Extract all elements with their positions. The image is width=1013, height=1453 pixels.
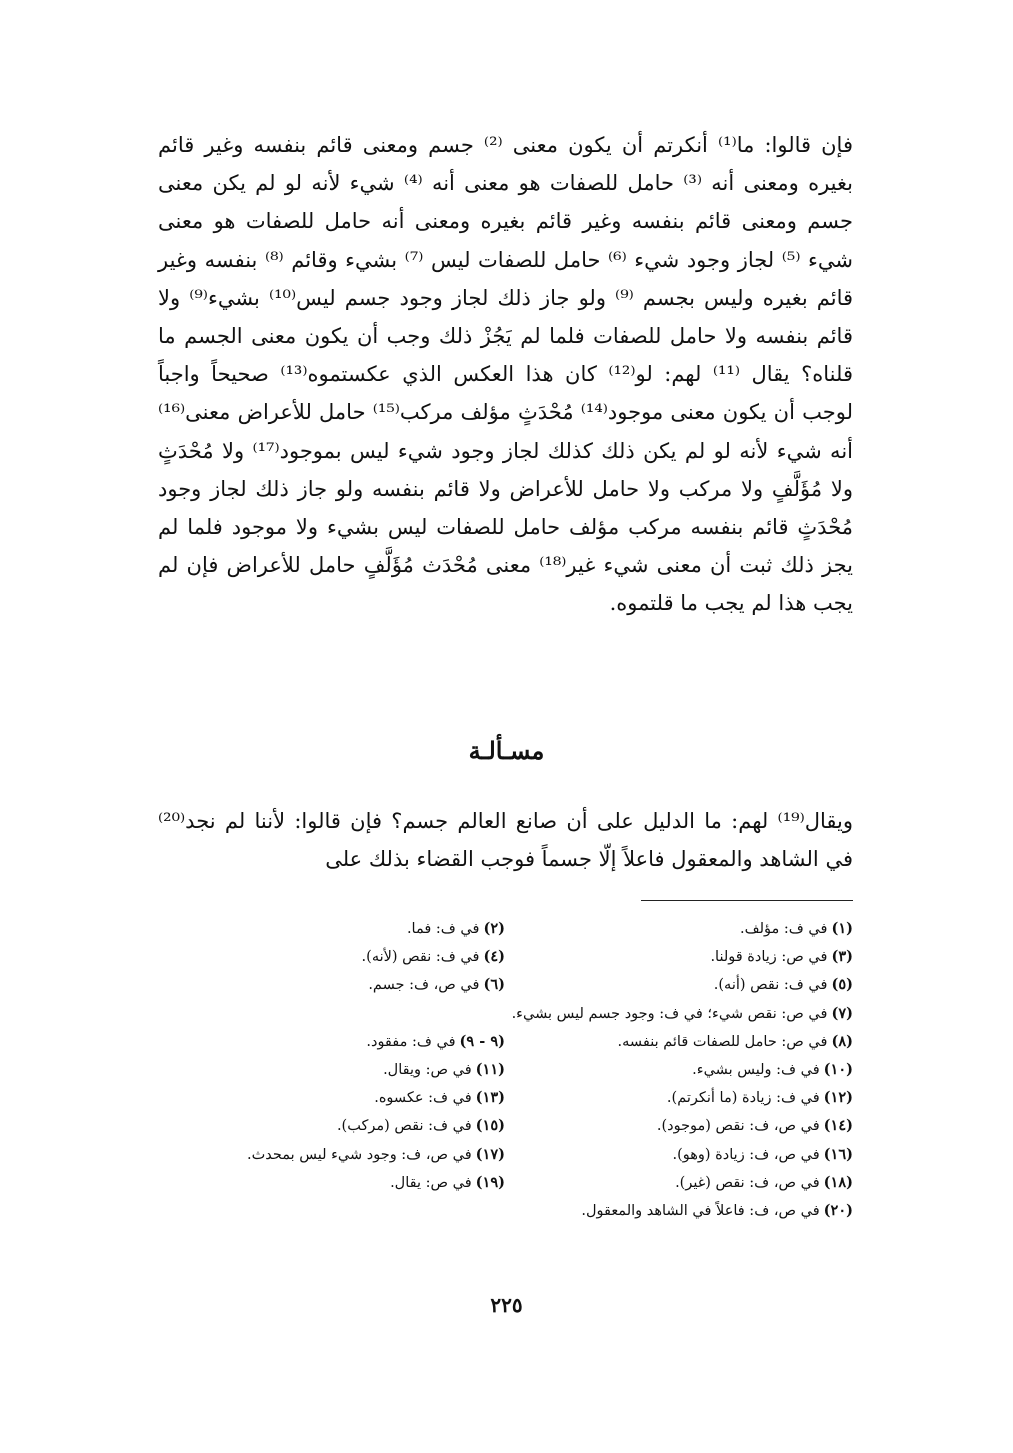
footnote bbox=[505, 1056, 853, 1084]
footnote-text: في ف: مفقود. bbox=[366, 1033, 456, 1050]
footnotes bbox=[153, 915, 853, 1225]
footnote-number: (٦) bbox=[483, 976, 505, 994]
footnote-text: في ص: زيادة قولنا. bbox=[710, 949, 828, 966]
footnote bbox=[505, 1084, 853, 1112]
footnote-number: (٨) bbox=[831, 1032, 853, 1050]
footnote-text: في ص: يقال. bbox=[390, 1174, 472, 1191]
footnote-row bbox=[153, 1141, 853, 1169]
footnote bbox=[505, 1028, 853, 1056]
footnote-row bbox=[153, 1112, 853, 1140]
section-heading: مسـألـة bbox=[468, 736, 545, 765]
footnote-text: في ف: نقص (أنه). bbox=[713, 977, 828, 994]
footnote-text: في ص: حامل للصفات قائم بنفسه. bbox=[617, 1033, 828, 1050]
footnote-text: في ص: نقص شيء؛ في ف: وجود جسم ليس بشيء. bbox=[511, 1005, 828, 1022]
footnote bbox=[157, 1028, 505, 1056]
footnote bbox=[505, 1112, 853, 1140]
footnote-text: في ص، ف: نقص (غير). bbox=[675, 1174, 820, 1191]
footnote-number: (٣) bbox=[831, 948, 853, 966]
footnote-number: (١٤) bbox=[823, 1117, 853, 1135]
footnote bbox=[157, 1084, 505, 1112]
footnote-number: (١٧) bbox=[475, 1145, 505, 1163]
footnote-text: في ص: ويقال. bbox=[383, 1062, 472, 1079]
footnote bbox=[157, 915, 505, 943]
footnote-text: في ص، ف: وجود شيء ليس بمحدث. bbox=[246, 1146, 472, 1163]
footnote-separator bbox=[641, 900, 853, 901]
footnote-row bbox=[153, 1169, 853, 1197]
footnote bbox=[157, 1056, 505, 1084]
footnote bbox=[505, 943, 853, 971]
footnote bbox=[157, 1141, 505, 1169]
footnote-text: في ص، ف: نقص (موجود). bbox=[656, 1118, 820, 1135]
footnote-row bbox=[153, 1000, 853, 1028]
footnote bbox=[157, 1169, 505, 1197]
footnote-row bbox=[153, 943, 853, 971]
footnote-number: (٧) bbox=[831, 1004, 853, 1022]
footnote-text: في ف: وليس بشيء. bbox=[692, 1062, 820, 1079]
footnote-number: (١٥) bbox=[475, 1117, 505, 1135]
footnote bbox=[153, 1197, 853, 1225]
footnote-number: (٤) bbox=[483, 948, 505, 966]
footnote-text: في ص، ف: فاعلاً في الشاهد والمعقول. bbox=[581, 1203, 820, 1220]
footnote bbox=[505, 1141, 853, 1169]
footnote-number: (٩ - ٩) bbox=[459, 1032, 505, 1050]
footnote-number: (١٠) bbox=[823, 1061, 853, 1079]
footnote-number: (٢٠) bbox=[823, 1202, 853, 1220]
footnote-text: في ص، ف: جسم. bbox=[368, 977, 480, 994]
page-number: ٢٢٥ bbox=[490, 1293, 523, 1317]
footnote bbox=[153, 1000, 853, 1028]
footnote-row bbox=[153, 1056, 853, 1084]
main-paragraph: فإن قالوا: ما⁽¹⁾ أنكرتم أن يكون معنى ⁽²⁾ جسم ومعنى قائم بنفسه وغير قائم بغيره ومعنى أنه ⁽³⁾ حامل للصفات هو معنى أنه ⁽⁴⁾ شيء لأنه لو لم يكن معنى جسم ومعنى قائم بنفسه وغير قائم بغيره ومعنى أنه حامل للصفات هو معنى شيء ⁽⁵⁾ لجاز وجود شيء ⁽⁶⁾ حامل للصفات ليس ⁽⁷⁾ بشيء وقائم ⁽⁸⁾ بنفسه وغير قائم بغيره وليس بجسم ⁽⁹⁾ ولو جاز ذلك لجاز وجود جسم ليس⁽¹⁰⁾ بشيء⁽⁹⁾ ولا قائم بنفسه ولا حامل للصفات فلما لم يَجُزْ ذلك وجب أن يكون معنى الجسم ما قلناه؟ يقال ⁽¹¹⁾ لهم: لو⁽¹²⁾ كان هذا العكس الذي عكستموه⁽¹³⁾ صحيحاً واجباً لوجب أن يكون معنى موجود⁽¹⁴⁾ مُحْدَثٍ مؤلف مركب⁽¹⁵⁾ حامل للأعراض معنى⁽¹⁶⁾ أنه شيء لأنه لو لم يكن ذلك كذلك لجاز وجود شيء ليس بموجود⁽¹⁷⁾ ولا مُحْدَثٍ ولا مُؤَلَّفٍ ولا مركب ولا حامل للأعراض ولا قائم بنفسه ولو جاز ذلك لجاز وجود مُحْدَثٍ قائم بنفسه مركب مؤلف حامل للصفات ليس بشيء ولا موجود فلما لم يجز ذلك ثبت أن معنى شيء غير⁽¹⁸⁾ معنى مُحْدَث مُؤَلَّفٍ حامل للأعراض فإن لم يجب هذا لم يجب ما قلتموه. bbox=[158, 133, 854, 616]
footnote-number: (١٩) bbox=[475, 1173, 505, 1191]
footnote-row bbox=[153, 1197, 853, 1225]
footnote-text: في ف: فما. bbox=[406, 921, 480, 937]
footnote bbox=[505, 915, 853, 943]
footnote-text: في ص، ف: زيادة (وهو). bbox=[672, 1146, 820, 1163]
footnote bbox=[157, 971, 505, 999]
footnote-number: (١٦) bbox=[823, 1145, 853, 1163]
footnote-text: في ف: نقص (مركب). bbox=[336, 1118, 472, 1135]
footnote-text: في ف: زيادة (ما أنكرتم). bbox=[666, 1090, 820, 1107]
footnote bbox=[505, 971, 853, 999]
footnote-number: (٥) bbox=[831, 976, 853, 994]
footnote-number: (٢) bbox=[483, 920, 505, 937]
footnote-text: في ف: مؤلف. bbox=[740, 921, 828, 937]
footnote-number: (١٢) bbox=[823, 1089, 853, 1107]
footnote bbox=[157, 943, 505, 971]
footnote-number: (١٣) bbox=[475, 1089, 505, 1107]
second-paragraph: ويقال⁽¹⁹⁾ لهم: ما الدليل على أن صانع العالم جسم؟ فإن قالوا: لأننا لم نجد⁽²⁰⁾ في الشاهد والمعقول فاعلاً إلّا جسماً فوجب القضاء بذلك على bbox=[158, 809, 853, 872]
footnote-row bbox=[153, 971, 853, 999]
footnote-text: في ف: عكسوه. bbox=[374, 1090, 472, 1107]
footnote-row bbox=[153, 915, 853, 943]
footnote bbox=[157, 1112, 505, 1140]
footnote-number: (١٨) bbox=[823, 1173, 853, 1191]
footnote-number: (١) bbox=[831, 920, 853, 937]
footnote-number: (١١) bbox=[475, 1061, 505, 1079]
footnote bbox=[505, 1169, 853, 1197]
footnote-row bbox=[153, 1028, 853, 1056]
footnote-row bbox=[153, 1084, 853, 1112]
footnote-text: في ف: نقص (لأنه). bbox=[361, 949, 480, 966]
